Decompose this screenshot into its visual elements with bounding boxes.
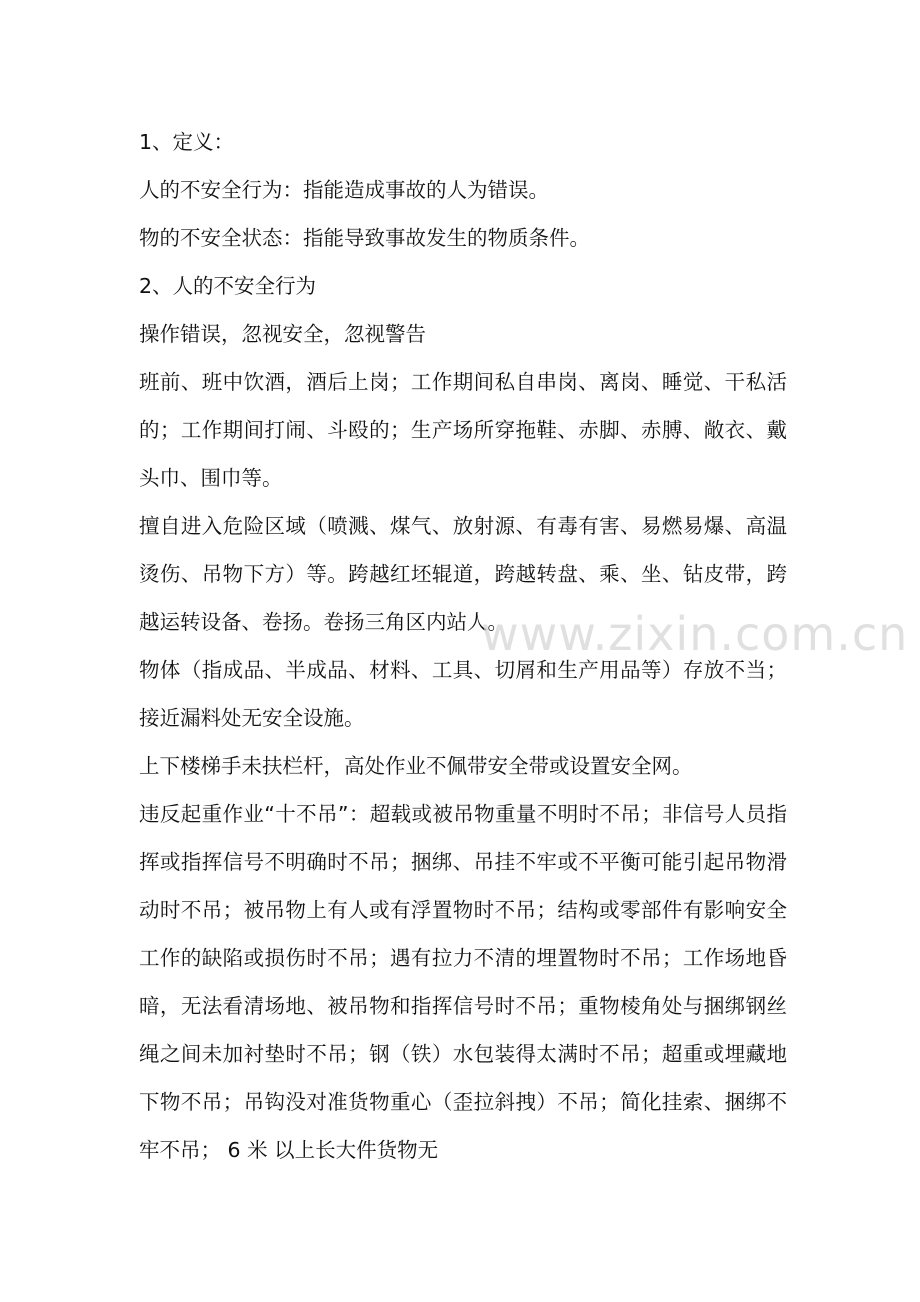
paragraph-drinking-and-duty: 班前、班中饮酒，酒后上岗；工作期间私自串岗、离岗、睡觉、干私活的；工作期间打闹、斗殴的；生产场所穿拖鞋、赤脚、赤膊、敞衣、戴头巾、围巾等。 <box>139 370 787 490</box>
paragraph-unsafe-condition-definition: 物的不安全状态：指能导致事故发生的物质条件。 <box>139 226 590 250</box>
section-heading-definition: 1、定义： <box>139 130 235 154</box>
watermark: www.zixin.com.cn <box>481 607 909 661</box>
section-heading-unsafe-behavior: 2、人的不安全行为 <box>139 274 317 298</box>
paragraph-object-storage: 物体（指成品、半成品、材料、工具、切屑和生产用品等）存放不当；接近漏料处无安全设施。 <box>139 658 787 730</box>
paragraph-operation-errors: 操作错误，忽视安全，忽视警告 <box>139 322 426 346</box>
paragraph-danger-zones: 擅自进入危险区域（喷溅、煤气、放射源、有毒有害、易燃易爆、高温烫伤、吊物下方）等。跨越红坯辊道，跨越转盘、乘、坐、钻皮带，跨越运转设备、卷扬。卷扬三角区内站人。 <box>139 514 787 634</box>
paragraph-lifting-rules: 违反起重作业“十不吊”：超载或被吊物重量不明时不吊；非信号人员指挥或指挥信号不明确时不吊；捆绑、吊挂不牢或不平衡可能引起吊物滑动时不吊；被吊物上有人或有浮置物时不吊；结构或零部件有影响安全工作的缺陷或损伤时不吊；遇有拉力不清的埋置物时不吊；工作场地昏暗，无法看清场地、被吊物和指挥信号时不吊；重物棱角处与捆绑钢丝绳之间未加衬垫时不吊；钢（铁）水包装得太满时不吊；超重或埋藏地下物不吊；吊钩没对准货物重心（歪拉斜拽）不吊；简化挂索、捆绑不牢不吊； 6 米 以上长大件货物无 <box>139 802 787 1162</box>
paragraph-unsafe-behavior-definition: 人的不安全行为：指能造成事故的人为错误。 <box>139 178 549 202</box>
paragraph-stairs-and-height: 上下楼梯手未扶栏杆，高处作业不佩带安全带或设置安全网。 <box>139 754 693 778</box>
document-body <box>139 118 787 1174</box>
